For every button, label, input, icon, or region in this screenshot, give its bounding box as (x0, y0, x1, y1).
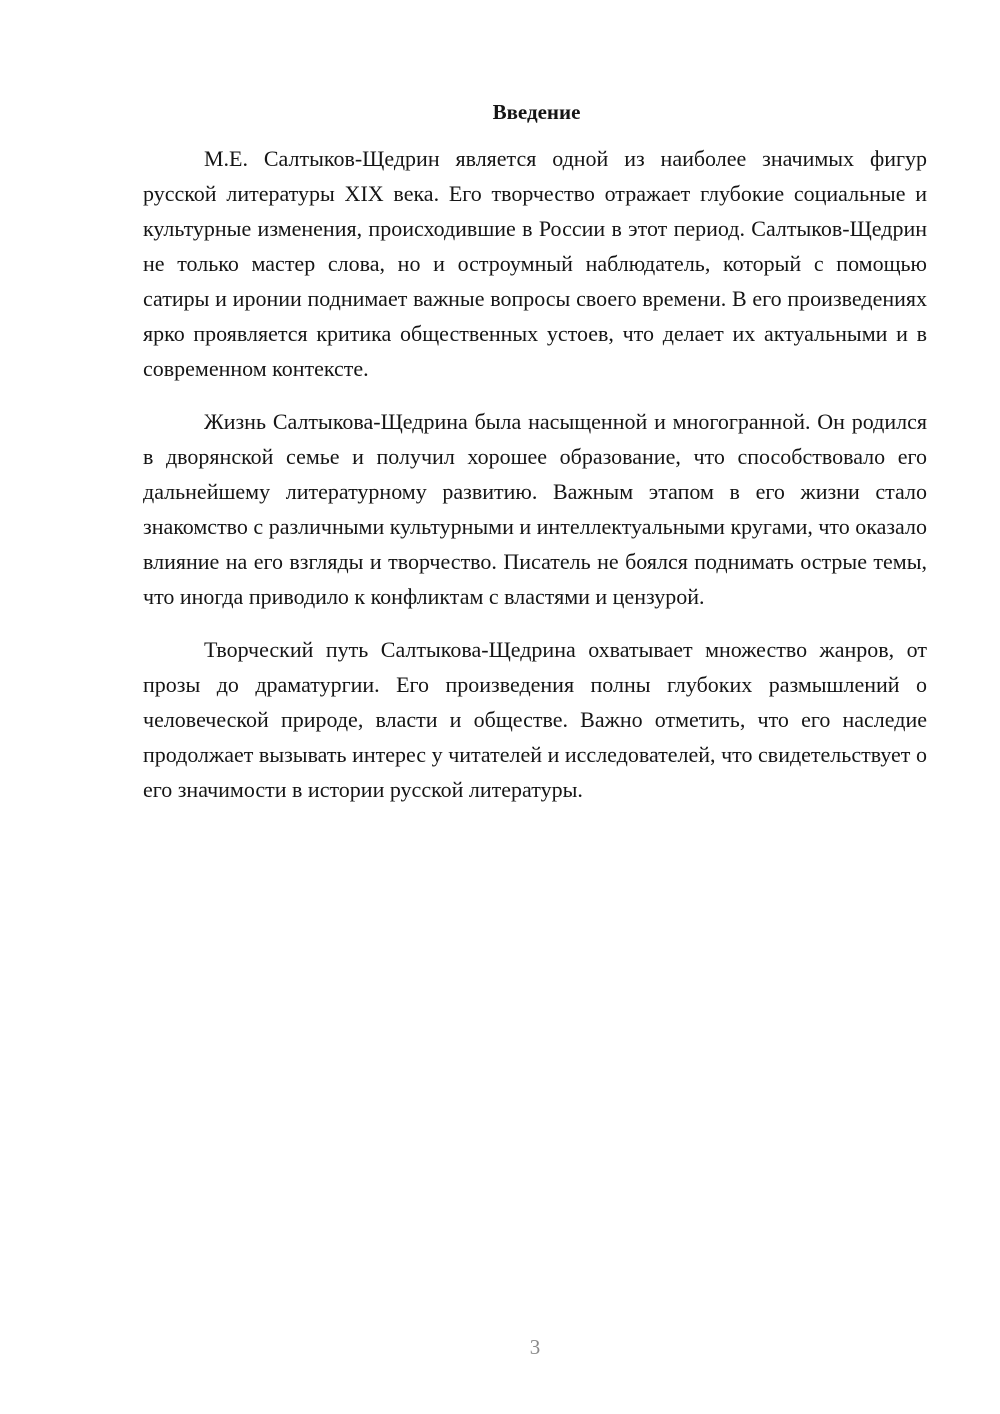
page-number: 3 (529, 1335, 541, 1359)
paragraph-3: Творческий путь Салтыкова-Щедрина охватывает множество жанров, от прозы до драматургии. Его произведения полны глубоких размышлений о человеческой природе, власти и обществе. Важно отметить, что его наследие продолжает вызывать интерес у читателей и исследователей, что свидетельствует о его значимости в истории русской литературы. (143, 637, 927, 802)
paragraph-1: М.Е. Салтыков-Щедрин является одной из наиболее значимых фигур русской литературы XIX века. Его творчество отражает глубокие социальные и культурные изменения, происходившие в России в этот период. Салтыков-Щедрин не только мастер слова, но и остроумный наблюдатель, который с помощью сатиры и иронии поднимает важные вопросы своего времени. В его произведениях ярко проявляется критика общественных устоев, что делает их актуальными и в современном контексте. (143, 146, 927, 381)
page-content (143, 96, 927, 807)
section-title: Введение (492, 100, 581, 124)
paragraph-2: Жизнь Салтыкова-Щедрина была насыщенной и многогранной. Он родился в дворянской семье и получил хорошее образование, что способствовало его дальнейшему литературному развитию. Важным этапом в его жизни стало знакомство с различными культурными и интеллектуальными кругами, что оказало влияние на его взгляды и творчество. Писатель не боялся поднимать острые темы, что иногда приводило к конфликтам с властями и цензурой. (143, 409, 927, 609)
